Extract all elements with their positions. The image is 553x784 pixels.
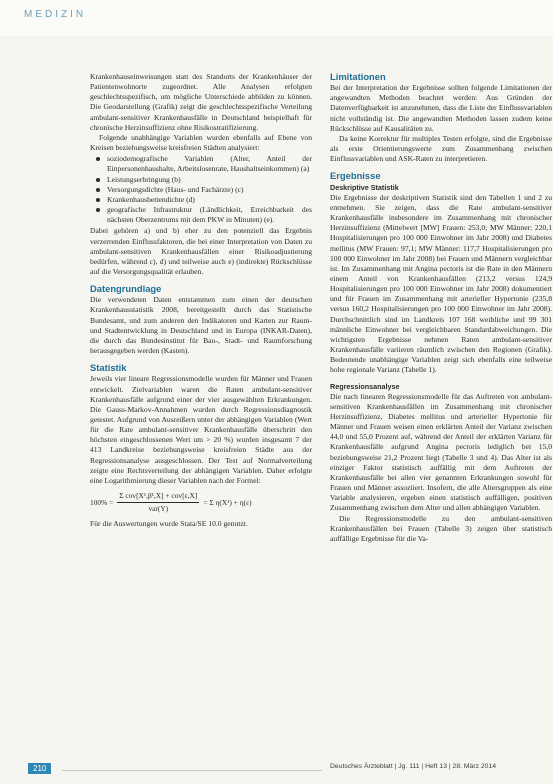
footer-divider <box>62 770 322 771</box>
factors-list <box>90 154 312 225</box>
list-item: geografische Infrastruktur (Ländlichkeit, Erreichbarkeit des nächsten Oberzentrums mit dem PKW in Minuten) (e). <box>107 205 312 225</box>
results-heading: Ergebnisse <box>330 170 381 182</box>
formula-numerator: Σ cov[X¹,β¹,X] + cov[ε,X] <box>117 491 199 503</box>
formula-fraction <box>117 491 199 514</box>
intro-paragraph: Krankenhauseinweisungen statt des Standorts der Krankenhäuser der Patientenwohnorte zugeordnet. Alle Analysen erfolgten geschlechtsspezifisch, um mögliche Unterschiede abbilden zu können. Die Geodarstellung (Grafik) zeigt die geschlechtsspezifische Verteilung ambulant-sensitiver Krankenhausfälle in Deutschland beispielhaft für chronische Herzinsuffizienz ohne Risikostratifizierung. <box>90 72 312 132</box>
page-number: 210 <box>28 763 51 774</box>
factors-intro: Folgende unabhängige Variablen wurden ebenfalls auf Ebene von Kreisen beziehungsweise kreisfreien Städten analysiert: <box>90 132 312 153</box>
formula-lhs: 100% = <box>90 497 114 507</box>
regression-heading: Regressionsanalyse <box>330 381 400 391</box>
descriptive-paragraph: Die Ergebnisse der deskriptiven Statistik sind den Tabellen 1 und 2 zu entnehmen. Sie zeigen, dass die Rate ambulant-sensitiver Krankenhausfälle insbesondere im Zusammenhang mit chronischer Herzinsuffizienz (Mittelwert [MW] Frauen: 253,0; MW Männer: 220,1 Hospitalisierungen pro 100 000 Einwohner im Jahr 2008) und Diabetes mellitus (MW Frauen: 97,1; MW Männer: 117,7 Hospitalisierungen pro 100 000 Einwohner im Jahr 2008) bei Frauen und Männern vergleichbar ist. Im Zusammenhang mit Angina pectoris ist die Rate in den Männern einem Anteil von Krankenhausfällen (213,2 versus 124,9 Hospitalisierungen pro 100 000 Einwohner im Jahr 2008) dokumentiert und für Frauen im Zusammenhang mit arterieller Hypertonie (235,8 versus 160,2 Hospitalisierungen pro 100 000 Einwohner im Jahr 2008). Durchschnittlich sind im Landkreis 107 168 weibliche und 99 301 männliche Einwohner bei vergleichbaren Standardabweichungen. Die wichtigsten Ergebnisse nehmen Raten ambulant-sensitiver Krankenhausfälle variieren räumlich zwischen den Regionen (Grafik). Bedeutende unabhängige Variablen zeigt sich ebenfalls eine teilweise hohe regionale Varianz (Tabelle 1). <box>330 192 552 375</box>
formula-denominator: var(Y) <box>148 504 169 514</box>
regression-paragraph-2: Die Regressionsmodelle zu den ambulant-sensitiven Krankenhausfällen bei Frauen (Tabelle 3) zeigen über statistisch auffällige Ergebnisse für die Va- <box>330 513 552 543</box>
section-label: MEDIZIN <box>24 9 87 20</box>
list-item: soziodemografische Variablen (Alter, Anteil der Einpersonenhaushalte, Arbeitslosenrate, Haushaltseinkommen) (a) <box>107 154 312 174</box>
formula-rhs: = Σ η(X¹) + η(ε) <box>203 497 252 507</box>
data-heading: Datengrundlage <box>90 283 162 295</box>
regression-paragraph: Die nach linearen Regressionsmodelle für das Auftreten von ambulant-sensitiven Krankenhausfällen im Zusammenhang mit chronischer Herzinsuffizienz, Diabetes mellitus und arterieller Hypertonie für Männer und Frauen weisen einen erklärten Anteil der Varianz zwischen 44,0 und 55,0 Prozent auf, während der Anteil der erklärten Varianz für Krankenhausfälle aufgrund Angina pectoris lediglich bei 15,0 beziehungsweise 21,2 Prozent liegt (Tabelle 3 und 4). Das Alter ist als einziger Faktor statistisch auffällig mit dem Auftreten der Krankenhausfälle bei allen vier genannten Erkrankungen sowohl für Frauen und Männer assoziiert. Insofern, die alle Altersgruppen als eine Variable analysieren, ergeben einen statistisch auffälligen, positiven Zusammenhang zwischen dem Alter und allen abhängigen Variablen. <box>330 391 552 513</box>
left-column <box>90 72 312 530</box>
statistics-paragraph: Jeweils vier lineare Regressionsmodelle wurden für Männer und Frauen entwickelt. Zielvariablen waren die Raten ambulant-sensitiver Krankenhausfälle aufgrund einer der vier ausgewählten Erkrankungen. Die Gauss-Markov-Annahmen wurden durch Regressionsdiagnostik getestet. Aufgrund von Ausreißern unter der abhängigen Variablen (Wert für die Rate ambulant-sensitiver Krankenhausfälle überschritt den höchsten eingeschlossenen Wert um > 20 %) wurden insgesamt 7 der 413 Landkreise beziehungsweise kreisfreien Städte aus der Regressionsanalyse ausgeschlossen. Der Test auf Normalverteilung zeigte eine Rechtsverteilung der abhängigen Variablen. Daher erfolgte eine Logarithmierung dieser Variablen nach der Formel: <box>90 374 312 485</box>
limitations-heading: Limitationen <box>330 71 386 82</box>
list-item: Krankenhausbettendichte (d) <box>107 195 312 205</box>
right-column <box>330 72 552 544</box>
software-note: Für die Auswertungen wurde Stata/SE 10.0 genutzt. <box>90 519 248 529</box>
list-item: Versorgungsdichte (Haus- und Fachärzte) (c) <box>107 185 312 195</box>
descriptive-heading: Deskriptive Statistik <box>330 182 399 192</box>
formula <box>90 491 312 514</box>
statistics-heading: Statistik <box>90 362 127 374</box>
limitations-paragraph-2: Da keine Korrektur für multiples Testen erfolgte, sind die Ergebnisse als erste Orientierungswerte zum Zusammenhang zwischen Einflussvariablen und ASK-Raten zu interpretieren. <box>330 133 552 164</box>
limitations-paragraph: Bei der Interpretation der Ergebnisse sollten folgende Limitationen der angewandten Methoden beachtet werden: Aus Gründen der Datenverfügbarkeit ist anzunehmen, dass die Liste der Einflussvariablen nicht vollständig ist. Die angewandten Methoden lassen zudem keine Rückschlüsse auf Kausalitäten zu. <box>330 83 552 133</box>
journal-reference: Deutsches Ärzteblatt | Jg. 111 | Heft 13 | 28. März 2014 <box>330 763 496 770</box>
factors-note: Dabei gehören a) und b) eher zu den potenziell das Ergebnis verzerrenden Einflussfaktoren, die bei einer Interpretation von Daten zu ambulant-sensitiven Krankenhausfällen einer Risikoadjustierung bedürfen, während c), d) und teilweise auch e) (indirekte) Rückschlüsse auf die Versorgungsqualität erlauben. <box>90 226 312 276</box>
list-item: Leistungserbringung (b) <box>107 175 312 185</box>
data-paragraph: Die verwendeten Daten entstammen zum einen der deutschen Krankenhausstatistik 2008, bereitgestellt durch das Statistische Bundesamt, und zum anderen den Indikatoren und Karten zur Raum- und Stadtentwicklung in Deutschland und in Europa (INKAR-Daten), die durch das Bundesinstitut für Bau-, Stadt- und Raumforschung herausgegeben werden (Kasten). <box>90 295 312 356</box>
